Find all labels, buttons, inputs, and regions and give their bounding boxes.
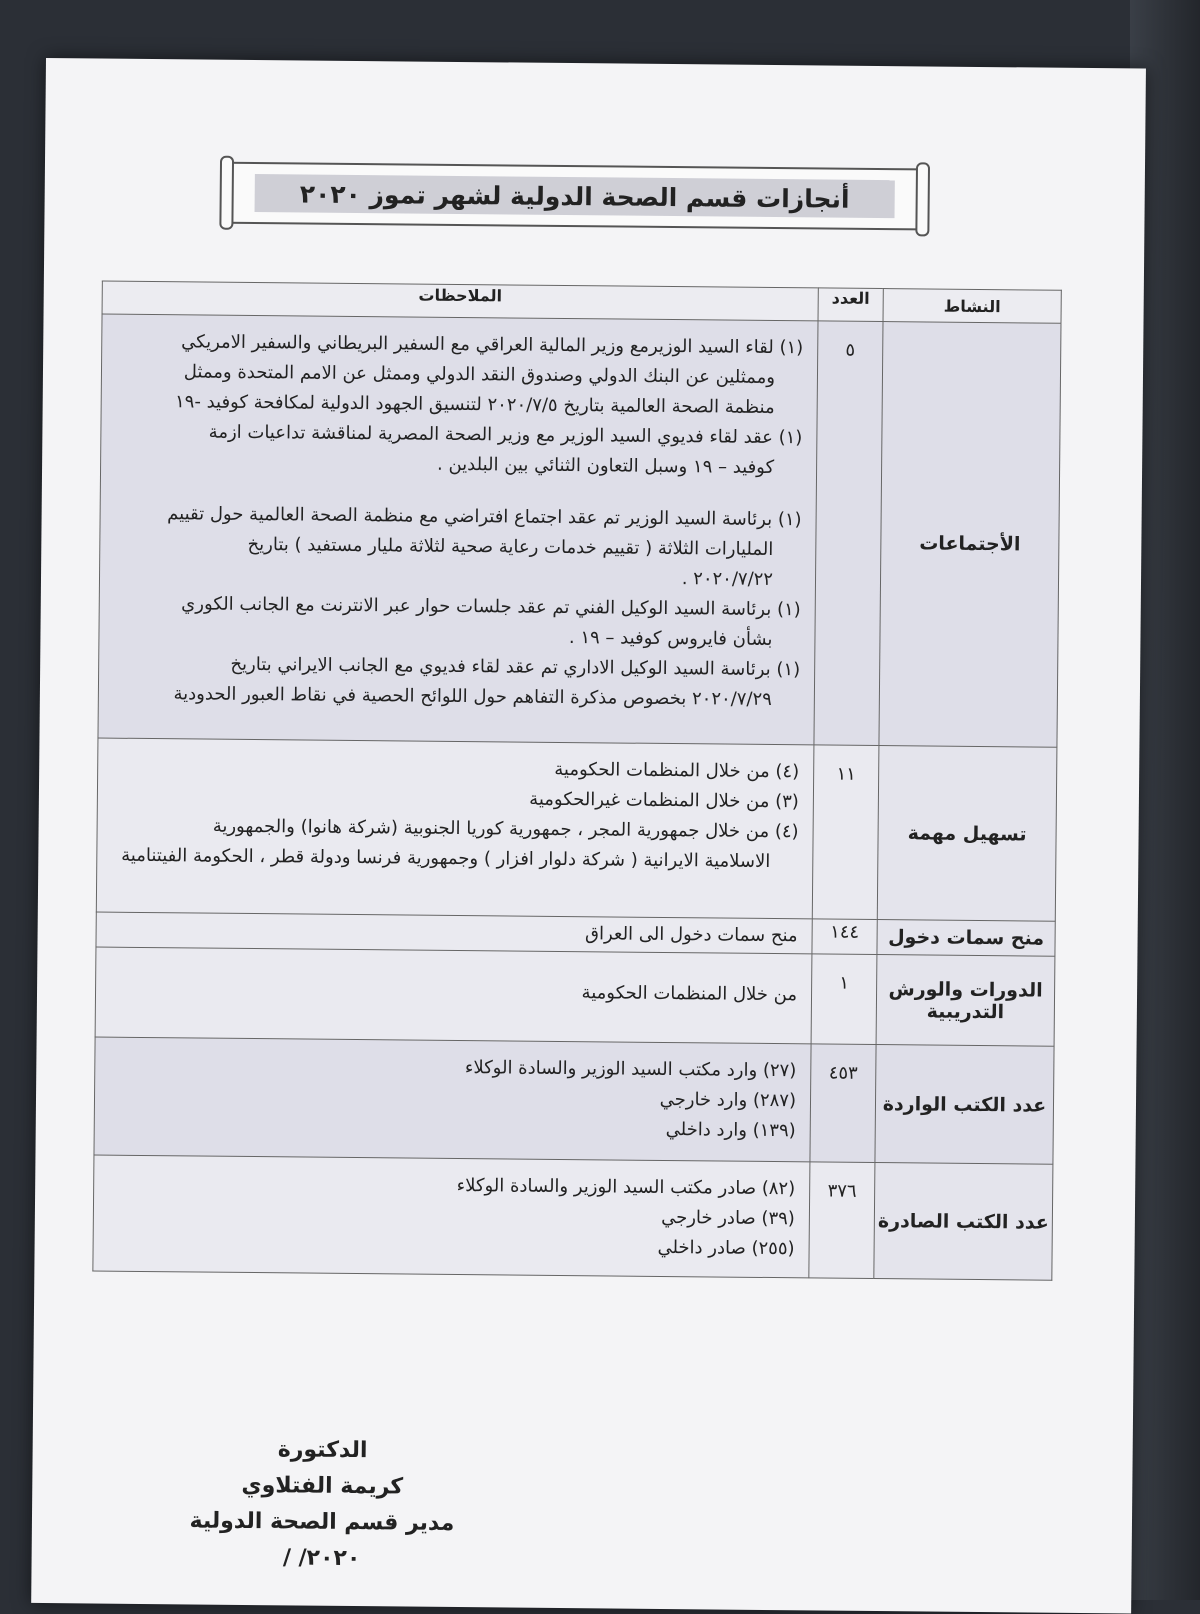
notes-cell <box>98 314 818 745</box>
notes-cell <box>94 1037 811 1162</box>
note-line: (٨٢) صادر مكتب السيد الوزير والسادة الوكلاء <box>456 1174 796 1200</box>
note-line: الاسلامية الايرانية ( شركة دلوار افزار ) وجمهورية فرنسا ودولة قطر ، الحكومة الفيتنامية <box>121 844 771 872</box>
note-line: (١) عقد لقاء فديوي السيد الوزير مع وزير الصحة المصرية لمناقشة تداعيات ازمة <box>208 421 803 449</box>
notes-cell <box>95 947 812 1044</box>
note-line: (٤) من خلال المنظمات الحكومية <box>554 758 800 783</box>
count-cell: ١١ <box>812 745 879 920</box>
note-line: ٢٠٢٠/٧/٢٢ . <box>681 568 774 591</box>
note-line: (١٣٩) وارد داخلي <box>665 1118 796 1142</box>
title-banner <box>227 162 922 231</box>
note-line: (١) لقاء السيد الوزيرمع وزير المالية العراقي مع السفير البريطاني والسفير الامريكي <box>181 331 804 359</box>
note-line: كوفيد – ١٩ وسبل التعاون الثنائي بين البلدين . <box>436 453 775 479</box>
note-line: ٢٠٢٠/٧/٢٩ بخصوص مذكرة التفاهم حول اللوائح الحصية في نقاط العبور الحدودية <box>173 683 772 710</box>
count-cell: ١ <box>811 954 877 1045</box>
note-line: (٣) من خلال المنظمات غيرالحكومية <box>529 788 799 813</box>
activity-cell: الأجتماعات <box>879 322 1061 748</box>
note-line: (٢٨٧) وارد خارجي <box>659 1088 797 1112</box>
document-page <box>31 58 1146 1613</box>
note-line: وممثلين عن البنك الدولي وصندوق النقد الدولي وممثل عن الامم المتحدة وممثل <box>183 361 776 389</box>
document-title: أنجازات قسم الصحة الدولية لشهر تموز ٢٠٢٠ <box>255 174 895 218</box>
table-row <box>94 1037 1054 1164</box>
table-row <box>95 947 1055 1046</box>
note-line: (٤) من خلال جمهورية المجر ، جمهورية كوريا الجنوبية (شركة هانوا) والجمهورية <box>212 815 799 843</box>
activity-cell: تسهيل مهمة <box>877 746 1057 922</box>
activity-cell: عدد الكتب الواردة <box>875 1045 1054 1165</box>
table-row <box>96 738 1057 921</box>
note-line: (١) برئاسة السيد الوزير تم عقد اجتماع افتراضي مع منظمة الصحة العالمية حول تقييم <box>167 503 802 531</box>
note-line: (١) برئاسة السيد الوكيل الاداري تم عقد لقاء فديوي مع الجانب الايراني بتاريخ <box>230 653 801 681</box>
count-cell: ٣٧٦ <box>809 1162 875 1279</box>
note-line: (٢٥٥) صادر داخلي <box>657 1236 795 1260</box>
activity-cell: منح سمات دخول <box>877 920 1055 957</box>
table-row <box>93 1155 1053 1280</box>
count-cell: ٤٥٣ <box>810 1044 876 1163</box>
header-count: العدد <box>818 288 883 322</box>
note-line: (١) برئاسة السيد الوكيل الفني تم عقد جلسات حوار عبر الانترنت مع الجانب الكوري <box>181 593 801 621</box>
signature-position: مدير قسم الصحة الدولية <box>189 1508 455 1536</box>
note-line: (٢٧) وارد مكتب السيد الوزير والسادة الوكلاء <box>464 1057 797 1082</box>
notes-cell <box>93 1155 810 1278</box>
activity-cell: عدد الكتب الصادرة <box>874 1163 1053 1281</box>
note-line: منح سمات دخول الى العراق <box>584 923 798 947</box>
count-cell: ١٤٤ <box>812 919 877 955</box>
signature-title: الدكتورة <box>277 1437 368 1464</box>
note-line: (٣٩) صادر خارجي <box>661 1206 795 1230</box>
note-line: المليارات الثلاثة ( تقييم خدمات رعاية صحية لثلاثة مليار مستفيد ) بتاريخ <box>247 533 774 561</box>
notes-cell <box>96 738 814 919</box>
header-activity: النشاط <box>883 289 1061 324</box>
note-line: بشأن فايروس كوفيد – ١٩ . <box>568 627 773 650</box>
note-line: من خلال المنظمات الحكومية <box>581 982 798 1006</box>
activity-cell: الدورات والورش التدريبية <box>876 955 1055 1047</box>
signature-block <box>161 1431 482 1578</box>
signature-date: / /٢٠٢٠ <box>282 1545 361 1572</box>
table-row <box>98 314 1061 747</box>
header-notes: الملاحظات <box>102 281 818 321</box>
signature-name: كريمة الفتلاوي <box>241 1472 404 1500</box>
achievements-table <box>92 281 1061 1281</box>
count-cell: ٥ <box>814 321 883 746</box>
note-line: منظمة الصحة العالمية بتاريخ ٢٠٢٠/٧/٥ لتنسيق الجهود الدولية لمكافحة كوفيد -١٩ <box>174 391 775 419</box>
